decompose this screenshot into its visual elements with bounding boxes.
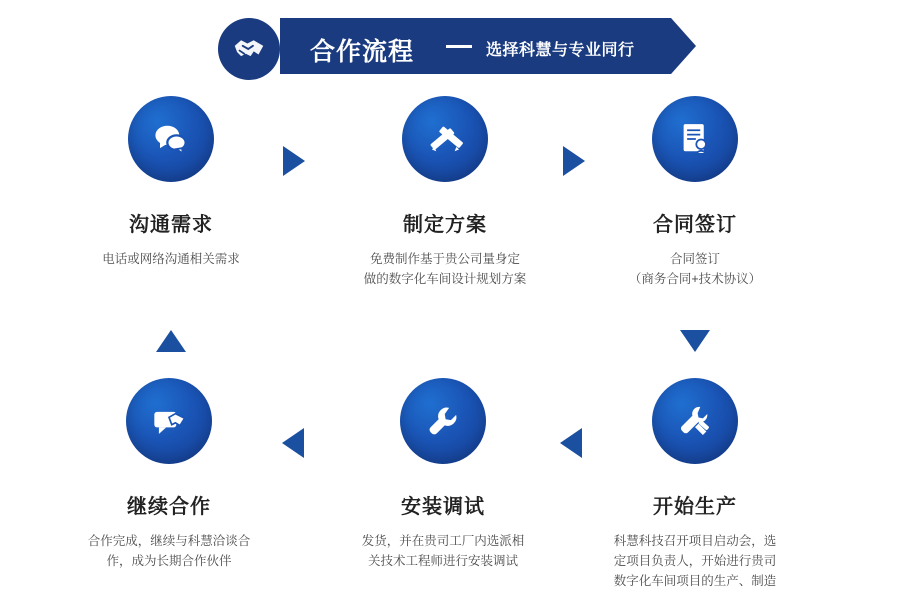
step-item-6[interactable] (570, 378, 820, 591)
step-title: 合同签订 (653, 214, 737, 236)
arrow-down-step3-step6 (680, 330, 710, 352)
step-desc-line: 科慧科技召开项目启动会，选 (613, 534, 777, 548)
handshake-icon (218, 18, 280, 80)
arrow-right-step2-step3 (563, 146, 585, 176)
step-desc-line: 免费制作基于贵公司量身定 (369, 252, 520, 266)
handshake-chat-icon (126, 378, 212, 464)
step-desc-line: 发货，并在贵司工厂内选派相 (361, 534, 525, 548)
step-item-2[interactable] (320, 96, 570, 289)
pencil-ruler-icon (402, 96, 488, 182)
header-banner (218, 18, 696, 74)
step-item-3[interactable] (570, 96, 820, 289)
step-desc (570, 531, 820, 591)
step-title: 继续合作 (127, 496, 211, 518)
step-desc (44, 531, 294, 571)
step-item-5[interactable] (318, 378, 568, 571)
chat-bubble-icon (128, 96, 214, 182)
step-desc-line: 关技术工程师进行安装调试 (367, 554, 518, 568)
step-item-4[interactable] (44, 378, 294, 571)
step-desc-line: 定项目负责人，开始进行贵司 (613, 554, 777, 568)
step-desc-line: 电话或网络沟通相关需求 (102, 252, 240, 266)
wrench-icon (400, 378, 486, 464)
step-desc-line: 做的数字化车间设计规划方案 (363, 272, 527, 286)
step-desc-line: （商务合同+技术协议） (628, 272, 762, 286)
hammer-wrench-icon (652, 378, 738, 464)
step-title: 制定方案 (403, 214, 487, 236)
step-desc (318, 531, 568, 571)
arrow-left-step6-step5 (560, 428, 582, 458)
step-desc (570, 249, 820, 289)
step-title: 沟通需求 (129, 214, 213, 236)
arrow-right-step1-step2 (283, 146, 305, 176)
step-title: 安装调试 (401, 496, 485, 518)
step-item-1[interactable] (46, 96, 296, 269)
step-desc-line: 数字化车间项目的生产、制造 (613, 574, 777, 588)
step-desc (320, 249, 570, 289)
contract-sign-icon (652, 96, 738, 182)
step-title: 开始生产 (653, 496, 737, 518)
arrow-left-step5-step4 (282, 428, 304, 458)
banner-title: 合作流程 (310, 38, 415, 66)
banner-divider (446, 45, 472, 48)
step-desc-line: 作，成为长期合作伙伴 (106, 554, 232, 568)
step-desc-line: 合同签订 (669, 252, 720, 266)
banner-subtitle: 选择科慧与专业同行 (486, 42, 635, 59)
step-desc-line: 合作完成，继续与科慧洽谈合 (87, 534, 251, 548)
step-desc (46, 249, 296, 269)
arrow-up-step4-step1 (156, 330, 186, 352)
